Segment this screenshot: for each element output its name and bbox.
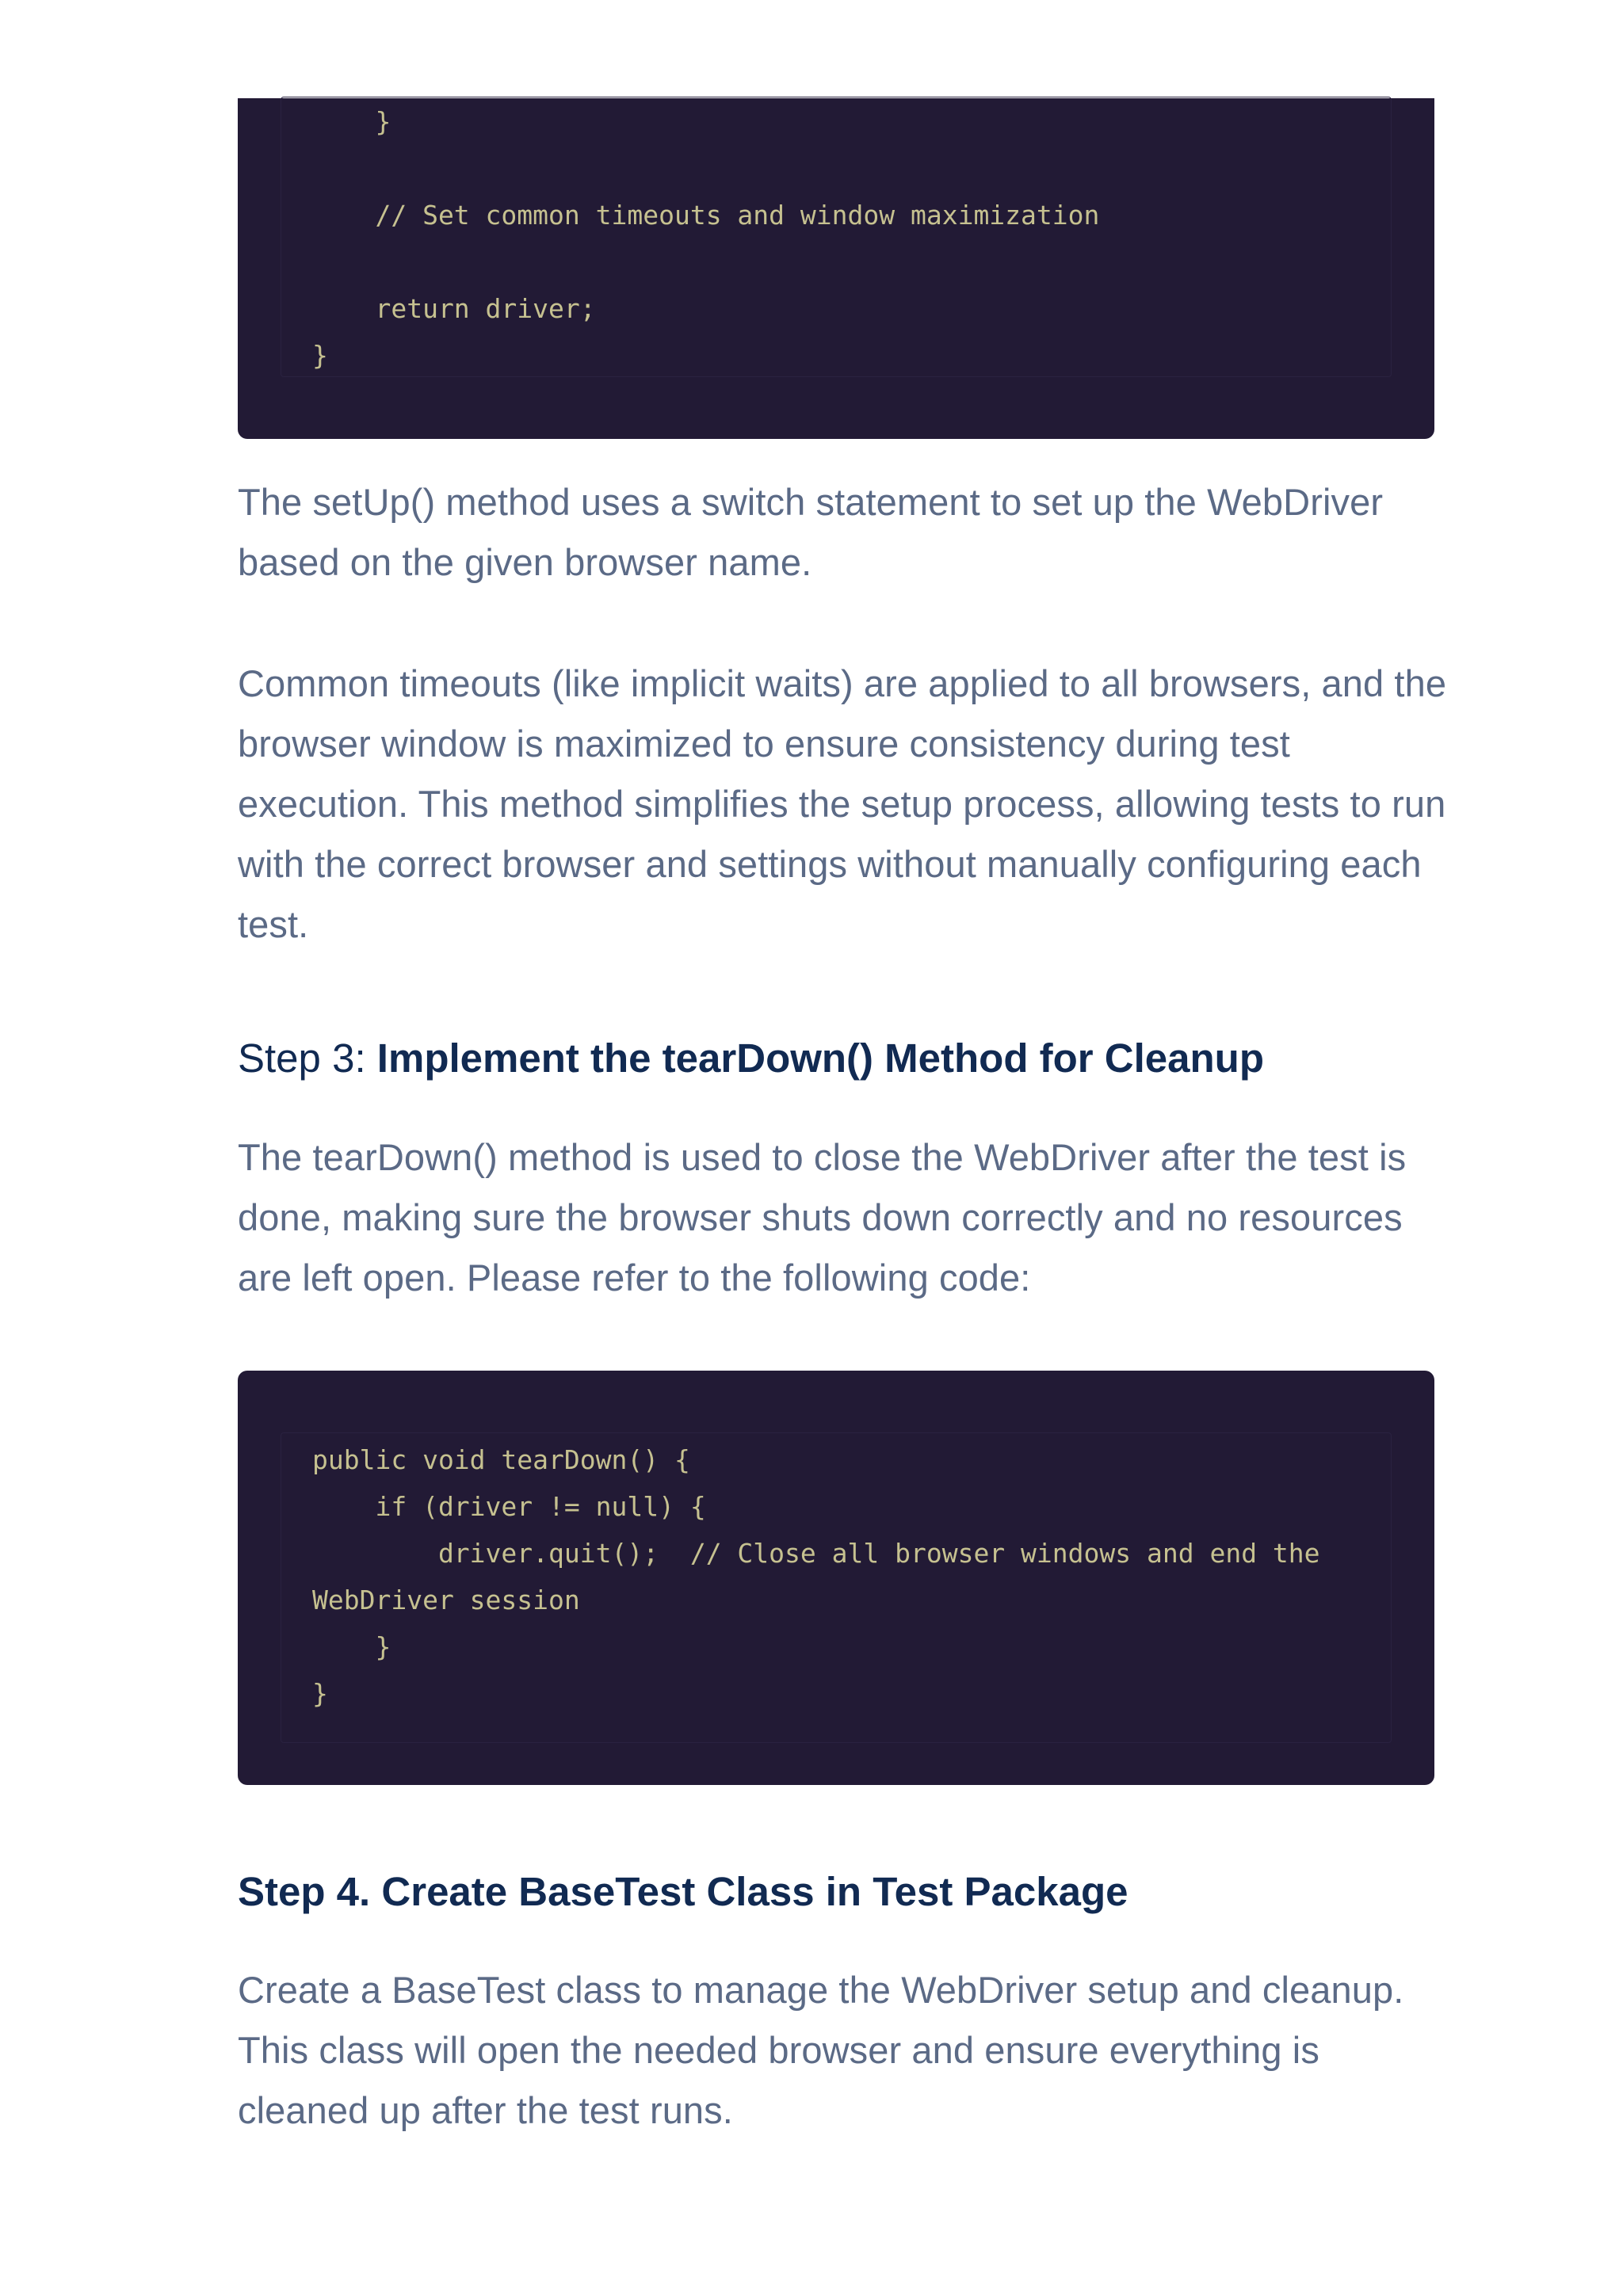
paragraph-basetest-description: Create a BaseTest class to manage the WebDriver setup and cleanup. This class will open the needed browser and ensure everything is cleaned up after the test runs. <box>238 1969 1404 2131</box>
heading-step-3 <box>238 1031 1450 1086</box>
heading-step-3-prefix: Step 3: <box>238 1035 377 1081</box>
code-block-teardown <box>238 1371 1434 1785</box>
code-block-setup-end <box>238 98 1434 439</box>
paragraph-common-timeouts: Common timeouts (like implicit waits) are applied to all browsers, and the browser window is maximized to ensure consistency during test execution. This method simplifies the setup process, allowing tests to run with the correct browser and settings without manually configuring each test. <box>238 662 1447 945</box>
heading-step-4: Step 4. Create BaseTest Class in Test Package <box>238 1869 1128 1914</box>
paragraph-teardown-description: The tearDown() method is used to close the WebDriver after the test is done, making sure the browser shuts down correctly and no resources are left open. Please refer to the following code: <box>238 1136 1407 1299</box>
paragraph-setup-description: The setUp() method uses a switch statement to set up the WebDriver based on the given browser name. <box>238 481 1384 583</box>
heading-step-3-title: Implement the tearDown() Method for Cleanup <box>376 1035 1264 1081</box>
code-text: public void tearDown() { if (driver != null) { driver.quit(); // Close all browser windows and end the WebDriver session } } <box>312 1444 1320 1709</box>
code-text: } // Set common timeouts and window maximization return driver; } <box>312 106 1100 371</box>
